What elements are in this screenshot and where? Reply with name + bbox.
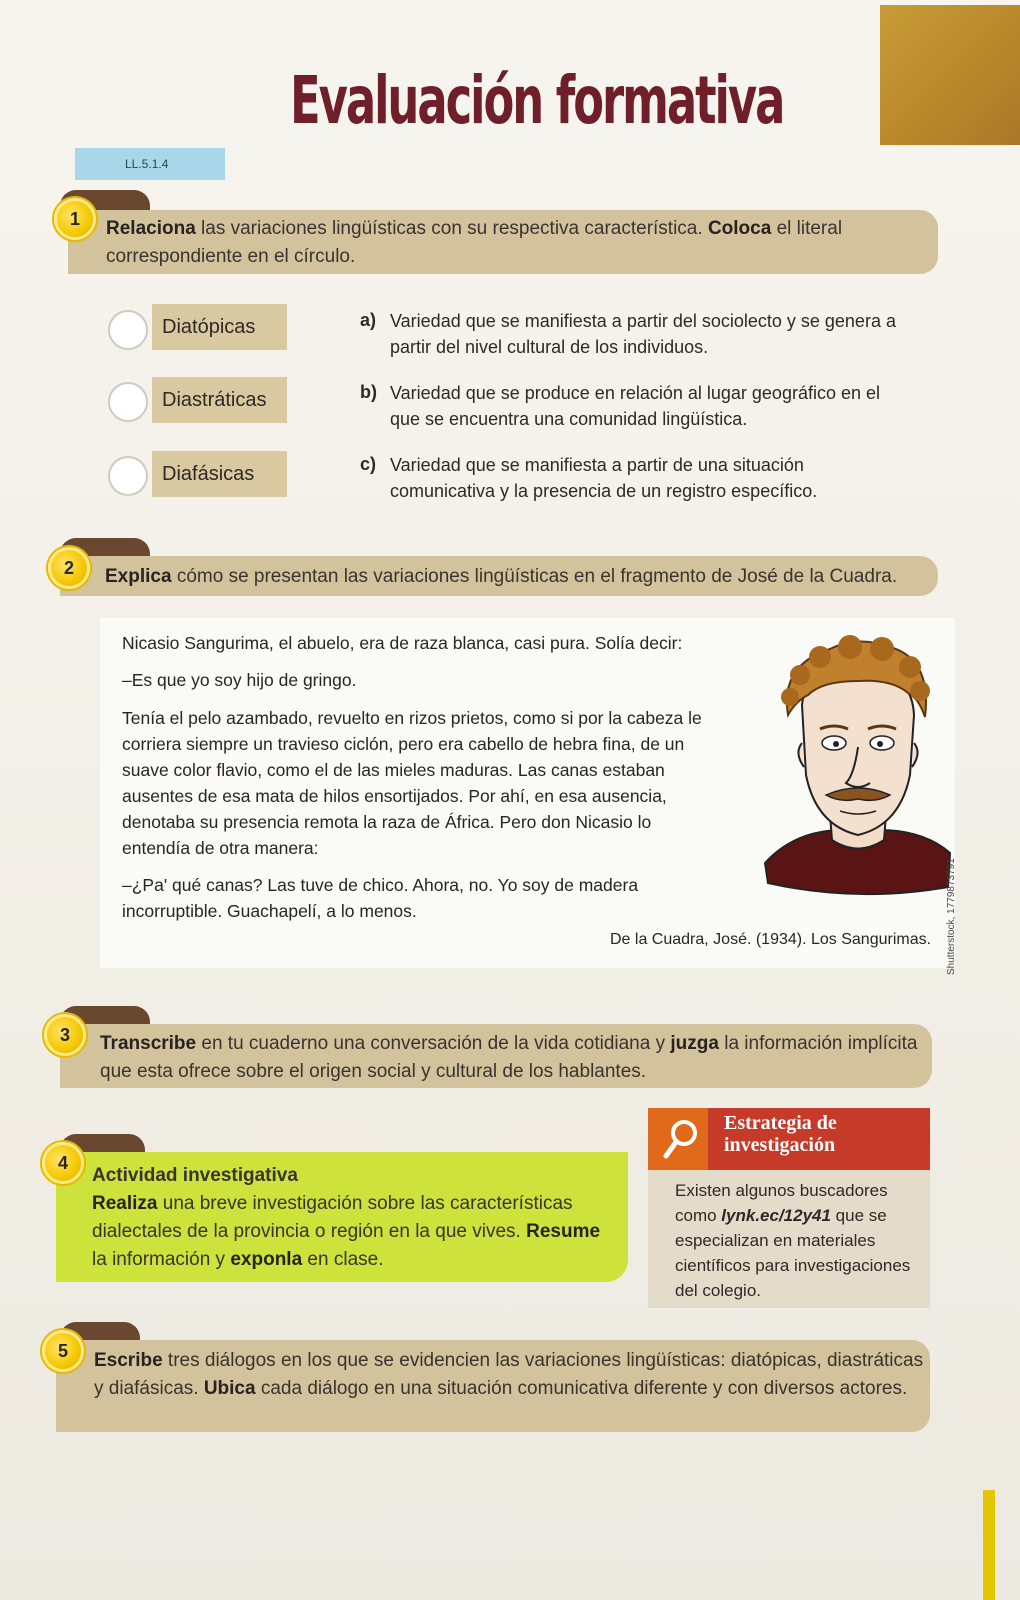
strategy-box <box>648 1108 930 1308</box>
strategy-title: Estrategia de investigación <box>724 1112 837 1156</box>
image-credit: Shutterstock, 1779873791 <box>946 858 957 975</box>
corner-decoration <box>880 5 1020 145</box>
definition-c-text: Variedad que se manifiesta a partir de una situación comunicativa y la presencia de un registro específico. <box>390 455 818 501</box>
option-diastraticas: Diastráticas <box>152 377 287 423</box>
definition-b-text: Variedad que se produce en relación al lugar geográfico en el que se encuentra una comunidad lingüística. <box>390 383 880 429</box>
definition-c-letter: c) <box>360 454 377 474</box>
section-5-instruction: Escribe tres diálogos en los que se evidencien las variaciones lingüísticas: diatópicas, diastráticas y diafásicas. Ubica cada diálogo en una situación comunicativa diferente y con diversos actores. <box>94 1350 924 1399</box>
section-4-number: 4 <box>42 1142 84 1184</box>
answer-circle-3[interactable] <box>108 456 148 496</box>
section-2-number: 2 <box>48 547 90 589</box>
magnifier-icon <box>662 1118 700 1160</box>
option-diafasicas: Diafásicas <box>152 451 287 497</box>
reading-paragraph-1: Nicasio Sangurima, el abuelo, era de raza blanca, casi pura. Solía decir: <box>122 633 683 653</box>
answer-circle-1[interactable] <box>108 310 148 350</box>
answer-circle-2[interactable] <box>108 382 148 422</box>
reading-citation: De la Cuadra, José. (1934). Los Sangurimas. <box>610 931 932 948</box>
definition-a-text: Variedad que se manifiesta a partir del sociolecto y se genera a partir del nivel cultural de los individuos. <box>390 311 896 357</box>
definition-b-letter: b) <box>360 382 377 402</box>
page-title: Evaluación formativa <box>290 62 784 139</box>
strategy-text: Existen algunos buscadores como lynk.ec/12y41 que se especializan en materiales científicos para investigaciones del colegio. <box>675 1181 911 1300</box>
reading-paragraph-4: –¿Pa' qué canas? Las tuve de chico. Ahora, no. Yo soy de madera incorruptible. Guachapelí, a lo menos. <box>122 875 639 921</box>
reading-paragraph-2: –Es que yo soy hijo de gringo. <box>122 670 357 690</box>
section-3-instruction: Transcribe en tu cuaderno una conversación de la vida cotidiana y juzga la información implícita que esta ofrece sobre el origen social y cultural de los hablantes. <box>100 1033 918 1082</box>
skill-code-tag <box>75 148 225 180</box>
page-edge-strip <box>983 1490 995 1600</box>
section-5-number: 5 <box>42 1330 84 1372</box>
option-diatopicas: Diatópicas <box>152 304 287 350</box>
section-1-number: 1 <box>54 198 96 240</box>
section-1-instruction: Relaciona las variaciones lingüísticas con su respectiva característica. Coloca el literal correspondiente en el círculo. <box>106 218 843 267</box>
definition-a-letter: a) <box>360 310 377 330</box>
section-4-instruction: Realiza una breve investigación sobre las características dialectales de la provincia o región en la que vives. Resume la información y exponla en clase. <box>92 1193 601 1270</box>
skill-code: LL.5.1.4 <box>125 157 169 171</box>
strategy-link[interactable]: lynk.ec/12y41 <box>721 1206 831 1225</box>
section-4-heading: Actividad investigativa <box>92 1165 298 1186</box>
strategy-header <box>648 1108 930 1170</box>
reading-paragraph-3: Tenía el pelo azambado, revuelto en rizos prietos, como si por la cabeza le corriera siempre un travieso ciclón, pero era cabello de hebra fina, de un suave color flavio, como el de las mieles maduras. Las canas estaban ausentes de esa mata de hilos ensortijados. Por ahí, en esa ausencia, denotaba su presencia remota la raza de África. Pero don Nicasio lo entendía de otra manera: <box>122 708 702 858</box>
section-2-instruction: Explica cómo se presentan las variaciones lingüísticas en el fragmento de José de la Cuadra. <box>105 566 898 587</box>
man-illustration <box>760 635 955 900</box>
section-3-number: 3 <box>44 1014 86 1056</box>
